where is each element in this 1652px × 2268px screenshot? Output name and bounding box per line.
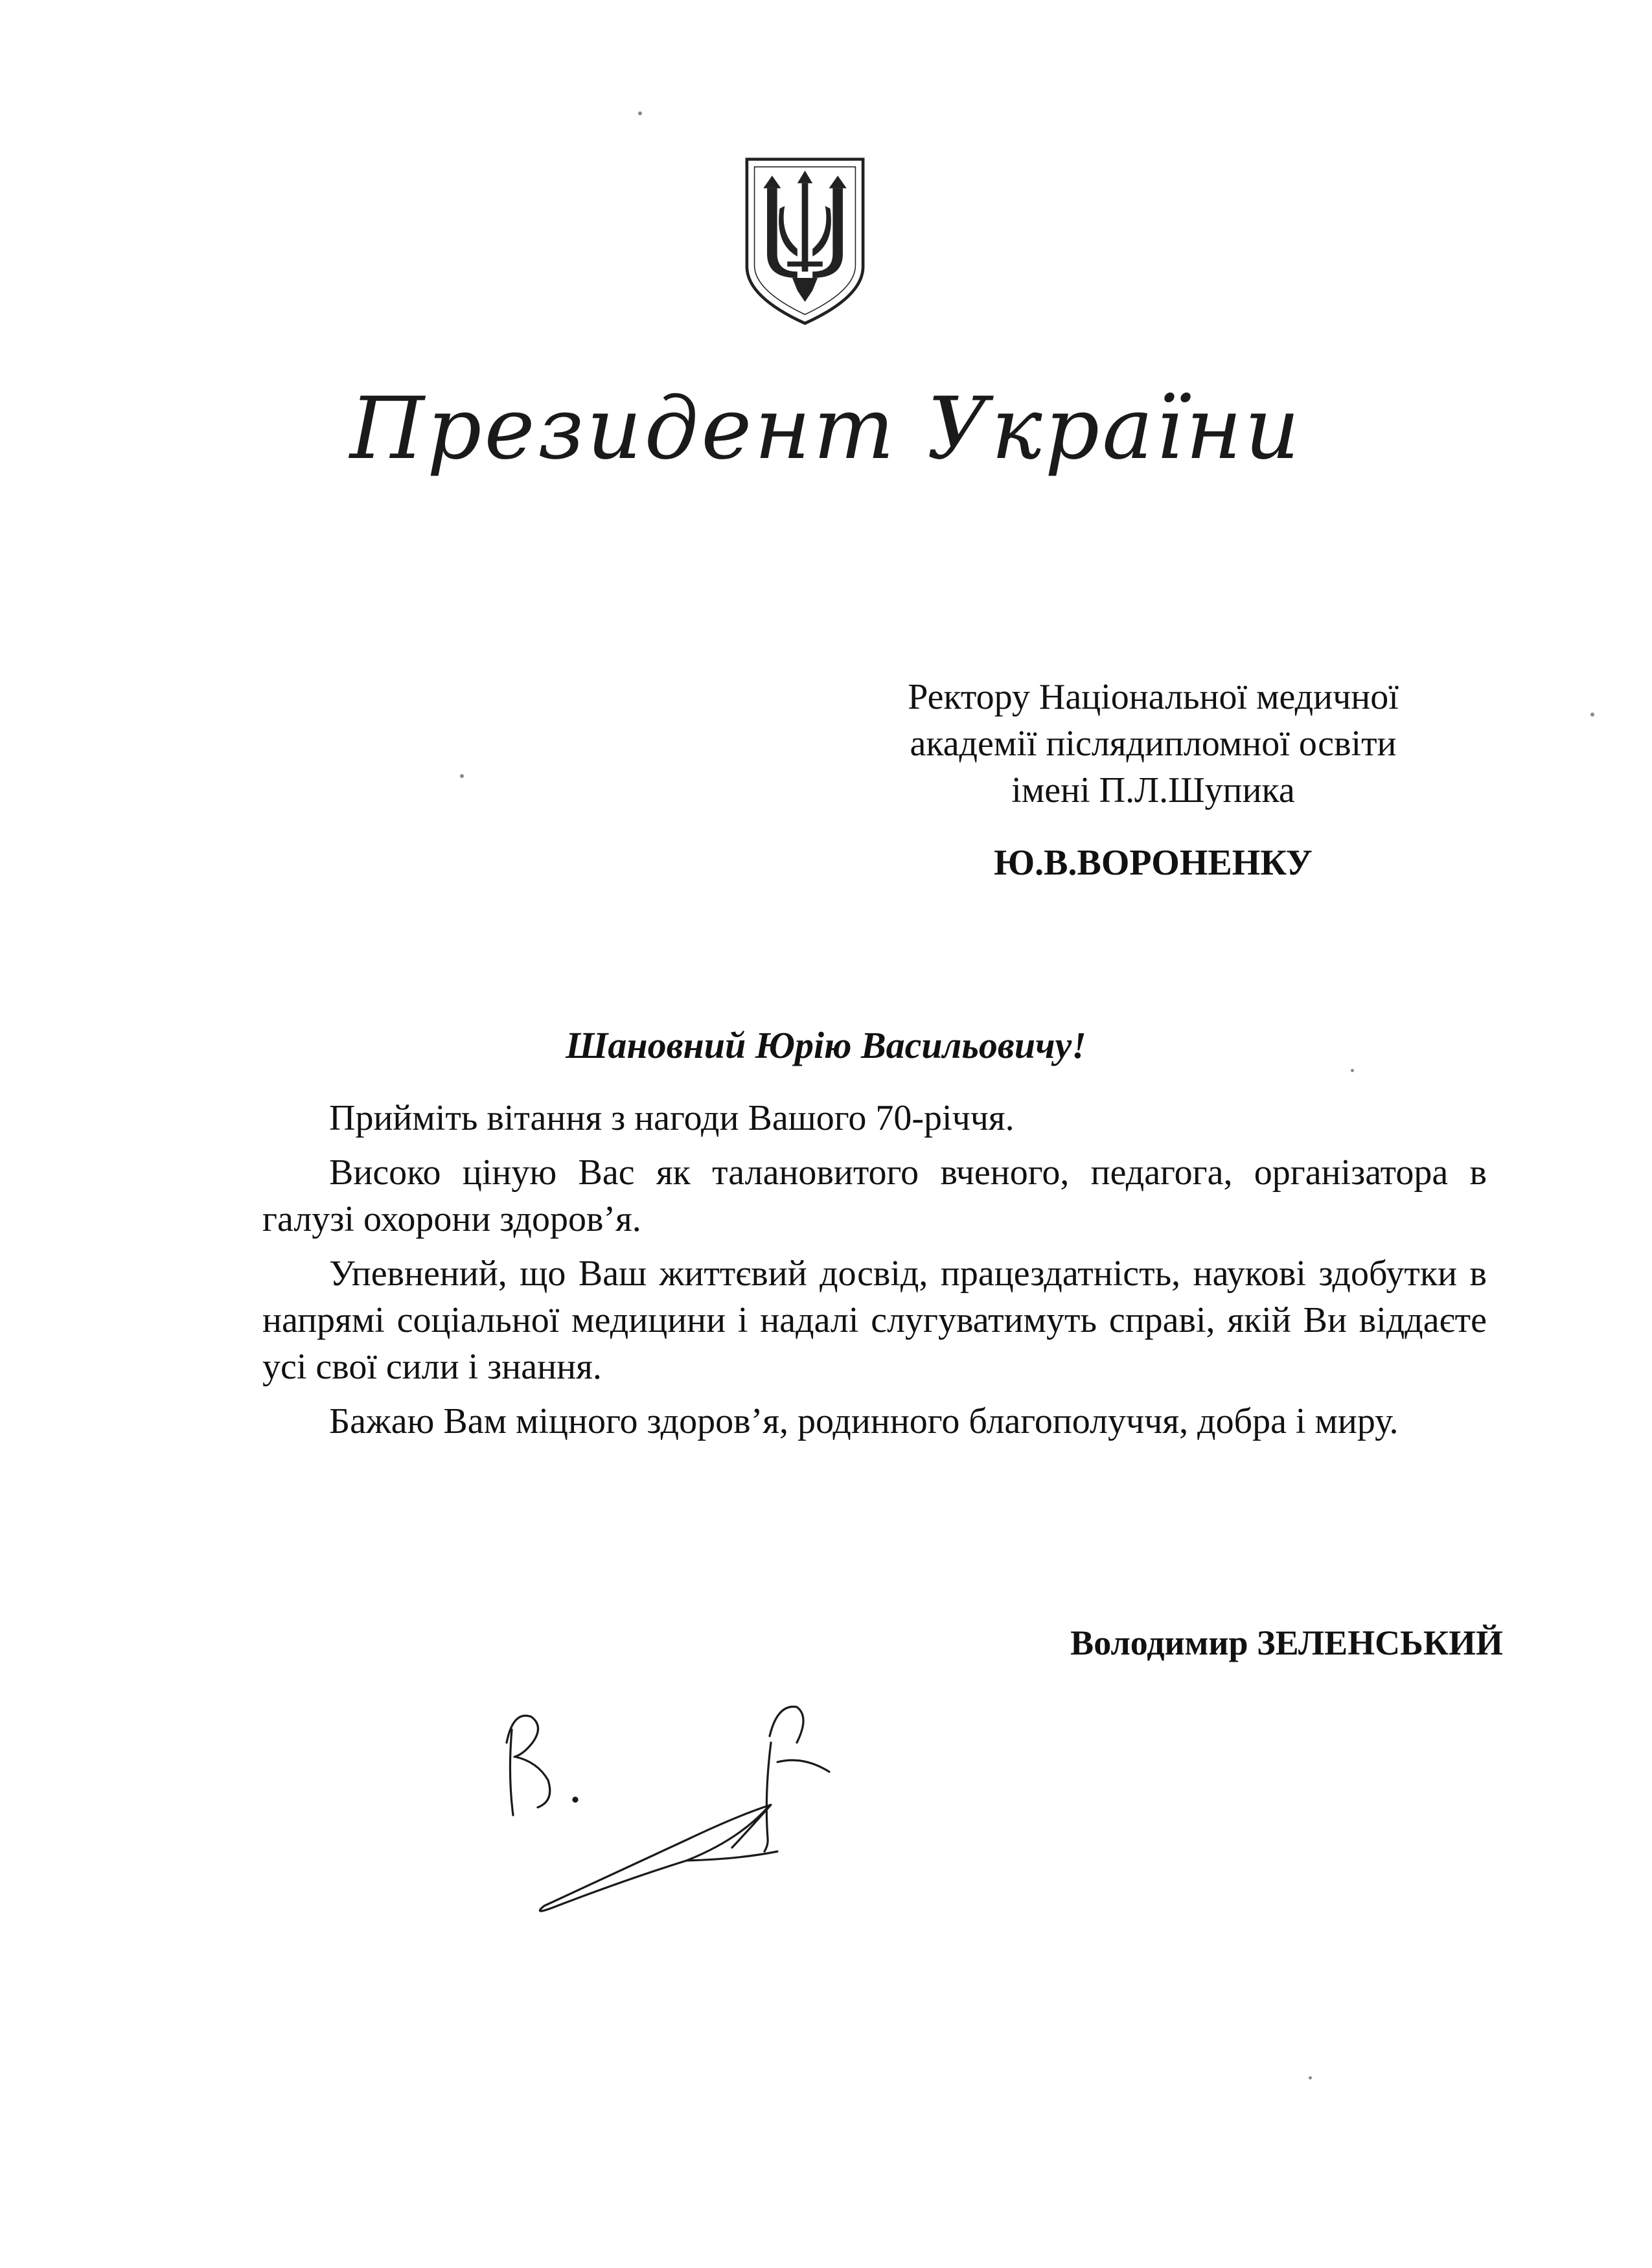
salutation: Шановний Юрію Васильовичу! xyxy=(566,1024,1086,1066)
addressee-line: Ректору Національної медичної xyxy=(908,677,1399,717)
addressee-block xyxy=(829,674,1477,814)
body-paragraph: Високо ціную Вас як талановитого вченого, педагога, організатора в галузі охорони здоров’я. xyxy=(262,1152,1487,1239)
scan-speck xyxy=(1309,2076,1312,2079)
body-paragraph: Упевнений, що Ваш життєвий досвід, працездатність, наукові здобутки в напрямі соціальної медицини і надалі слугуватимуть справі, якій Ви віддаєте усі свої сили і знання. xyxy=(262,1254,1487,1387)
letter-body xyxy=(262,1095,1487,1452)
recipient-name: Ю.В.ВОРОНЕНКУ xyxy=(994,843,1313,883)
scan-speck xyxy=(1590,713,1594,716)
body-paragraph: Бажаю Вам міцного здоров’я, родинного благополуччя, добра і миру. xyxy=(329,1401,1399,1441)
body-paragraph: Прийміть вітання з нагоди Вашого 70-річчя. xyxy=(329,1098,1015,1138)
signer-name: Володимир ЗЕЛЕНСЬКИЙ xyxy=(1070,1623,1503,1662)
signature-icon xyxy=(492,1645,855,1943)
scan-speck xyxy=(1351,1069,1354,1072)
letterhead-title: Президент України xyxy=(349,379,1303,479)
scan-speck xyxy=(638,111,642,115)
addressee-line: імені П.Л.Шупика xyxy=(1011,770,1295,810)
trident-coat-of-arms-icon xyxy=(742,155,868,327)
scan-speck xyxy=(460,774,464,778)
addressee-line: академії післядипломної освіти xyxy=(910,724,1397,764)
